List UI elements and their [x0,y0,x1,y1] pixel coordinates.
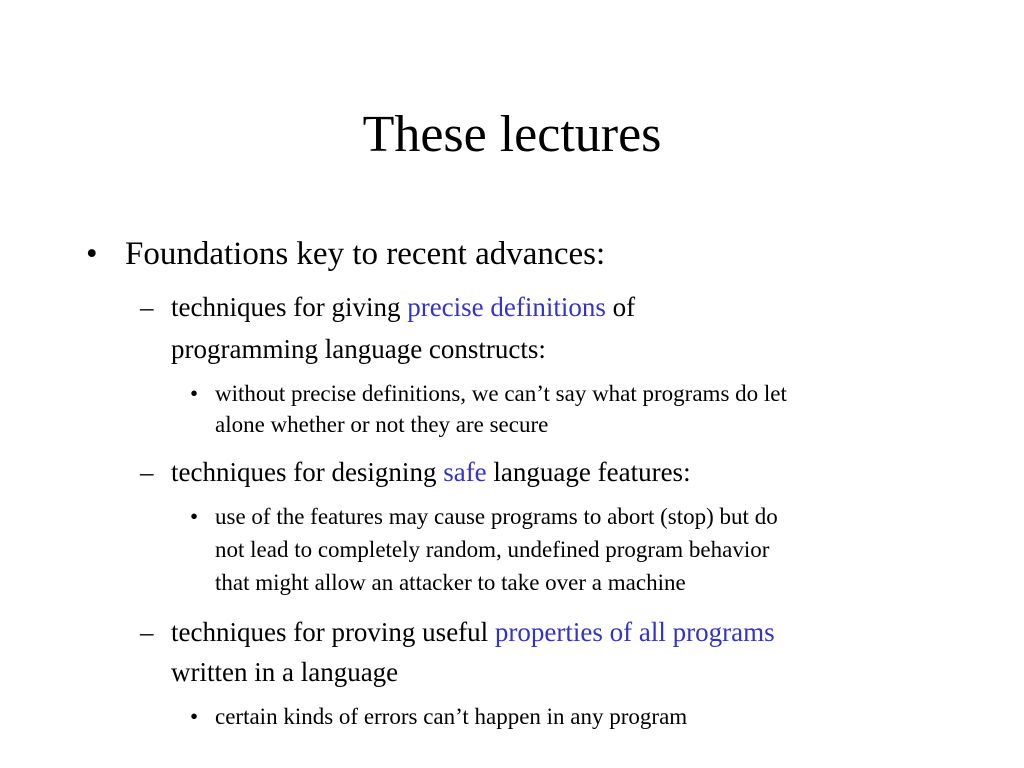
subitem-text: language features: [486,457,691,487]
bullet-foundations: Foundations key to recent advances: [125,236,606,272]
nested-item-abort: use of the features may cause programs to abort (stop) but do [215,504,778,529]
nested-item-continued: alone whether or not they are secure [215,412,549,437]
highlight-properties-of-all-programs: properties of all programs [494,617,775,647]
dash-marker: – [140,457,154,487]
subitem-precise-definitions [171,287,635,327]
subitem-text-continued: written in a language [171,657,399,687]
bullet-marker: • [190,504,199,529]
bullet-marker: • [190,381,199,406]
nested-item-continued: not lead to completely random, undefined program behavior [215,537,770,562]
subitem-text: techniques for designing [171,457,444,487]
dash-marker: – [140,617,154,647]
highlight-precise-definitions: precise definitions [407,292,606,322]
subitem-properties [171,612,775,652]
nested-item-errors: certain kinds of errors can’t happen in any program [215,704,688,729]
subitem-text: techniques for giving [171,292,408,322]
nested-item-continued: that might allow an attacker to take over a machine [215,570,686,595]
nested-item-precise-definitions: without precise definitions, we can’t say what programs do let [215,381,787,406]
subitem-text-continued: programming language constructs: [171,334,546,364]
subitem-safe-features [171,452,691,492]
bullet-marker: • [86,236,98,272]
subitem-text: of [605,292,636,322]
subitem-text: techniques for proving useful [171,617,495,647]
bullet-marker: • [190,704,199,729]
highlight-safe: safe [443,457,487,487]
slide-title: These lectures [362,106,662,163]
dash-marker: – [140,292,154,322]
